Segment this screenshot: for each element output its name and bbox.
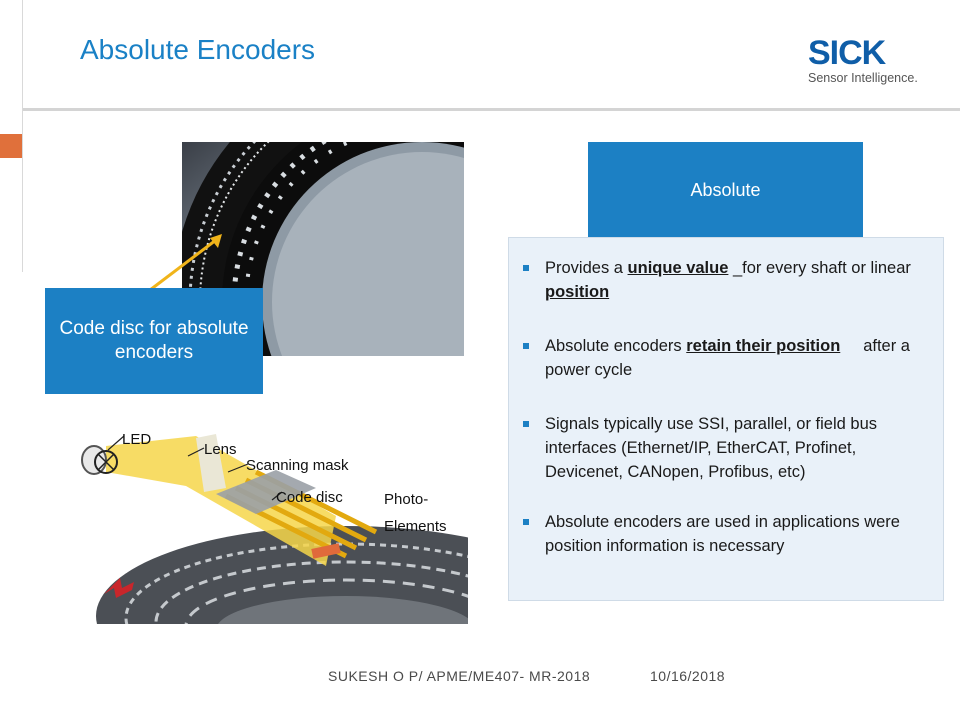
label-scanning-mask: Scanning mask [246,457,349,474]
logo-word: SICK [808,34,886,72]
bullet-text: after a power cycle [545,337,915,379]
encoder-diagram [76,426,468,624]
label-code-disc: Code disc [276,489,343,506]
bullet-item [523,510,923,558]
bullet-text: Absolute encoders are used in applications were position information is necessary [545,513,900,555]
callout-text: Code disc for absolute encoders [59,318,249,363]
bullet-text: Signals typically use SSI, parallel, or field bus interfaces (Ethernet/IP, EtherCAT, Profinet, Devicenet, CANopen, Profibus, etc) [545,415,877,481]
bullets-panel [508,237,944,601]
callout-arrow [140,226,230,296]
absolute-title: Absolute [690,180,761,200]
label-photo-elements-2: Elements [384,518,447,535]
label-lens: Lens [204,441,237,458]
page-title: Absolute Encoders [80,34,316,65]
bullet-emphasis: retain their position [686,337,841,355]
left-margin-rule [22,0,23,272]
logo-tagline: Sensor Intelligence. [808,71,918,85]
bullet-square-icon [523,421,529,427]
bullet-text: Provides a [545,259,628,277]
slide-number-tab [0,134,22,158]
bullet-text: _for every shaft or linear [728,259,911,277]
bullet-square-icon [523,265,529,271]
header-divider [22,108,960,111]
bullet-emphasis: unique value [627,259,729,277]
absolute-title-box [588,142,863,240]
bullet-item [523,412,923,484]
bullet-item [523,256,923,304]
bullet-text: Absolute encoders [545,337,687,355]
sick-logo [808,36,938,96]
bullet-square-icon [523,343,529,349]
footer-author: SUKESH O P/ APME/ME407- MR-2018 [328,668,591,684]
code-disc-callout [45,288,263,394]
label-led: LED [122,431,152,448]
bullet-square-icon [523,519,529,525]
footer-date: 10/16/2018 [650,668,726,684]
bullet-item [523,334,923,382]
label-photo-elements-1: Photo- [384,491,429,508]
bullet-emphasis: position [545,283,610,301]
